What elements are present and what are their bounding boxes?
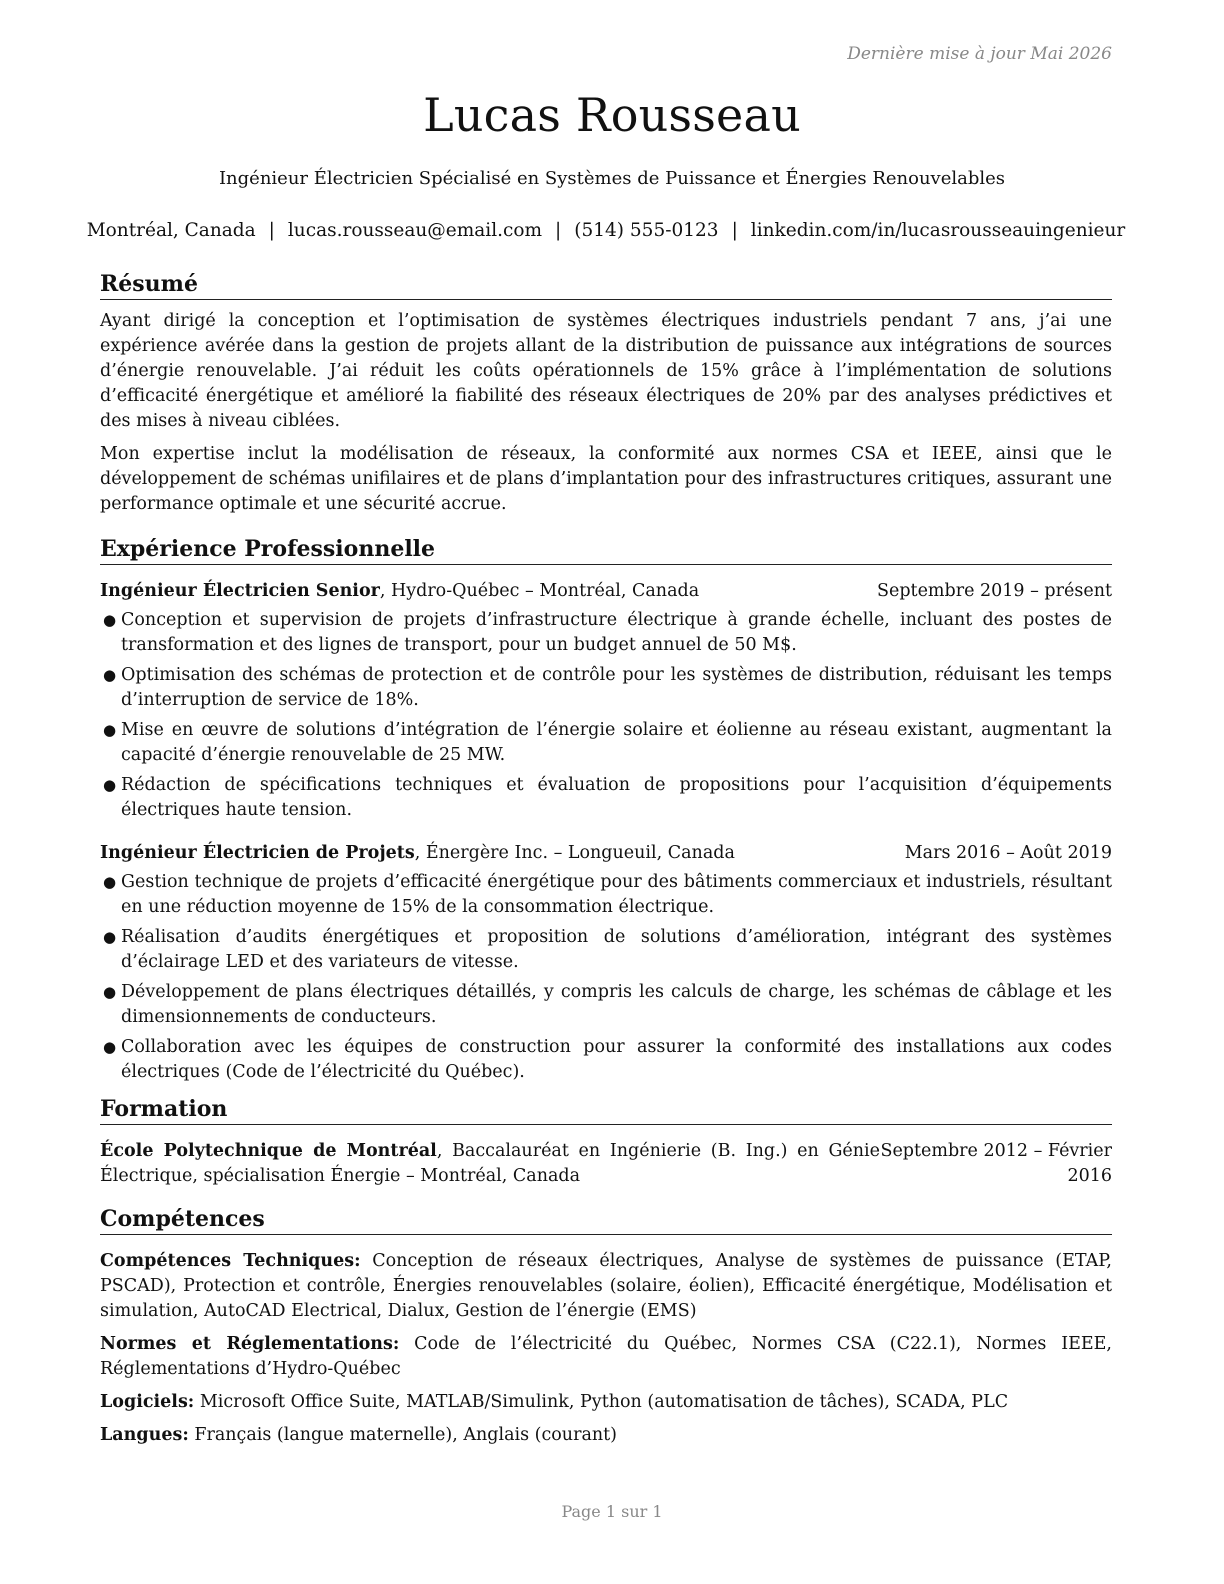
contact-email[interactable]: lucas.rousseau@email.com [287,220,543,241]
job-company: , Énergère Inc. – Longueuil, Canada [414,843,735,863]
contact-location: Montréal, Canada [86,220,256,241]
job-header [100,841,1112,866]
education-dates: Septembre 2012 – Février 2016 [880,1141,1112,1186]
bullet-text: Développement de plans électriques détaillés, y compris les calculs de charge, les schémas de câblage et les dimensionnements de conducteurs. [121,982,1112,1027]
contact-phone[interactable]: (514) 555-0123 [574,220,719,241]
bullet-item [100,925,1112,975]
experience-section [100,535,1112,1085]
bullet-icon: ● [103,776,117,794]
bullet-icon: ● [103,983,117,1001]
contact-linkedin[interactable]: linkedin.com/in/lucasrousseauingenieur [750,220,1126,241]
job-bullets [100,608,1112,823]
contact-line [0,220,1212,241]
bullet-text: Conception et supervision de projets d’infrastructure électrique à grande échelle, incluant des postes de transformation et des lignes de transport, pour un budget annuel de 50 M$. [121,610,1112,655]
education-entry [100,1139,1112,1189]
bullet-icon: ● [103,928,117,946]
skill-group [100,1423,1112,1448]
contact-separator: | [731,220,738,241]
skill-text: Microsoft Office Suite, MATLAB/Simulink, Python (automatisation de tâches), SCADA, PLC [194,1392,1009,1412]
page-number: Page 1 sur 1 [561,1502,663,1521]
job-header [100,579,1112,604]
education-details: , Baccalauréat en Ingénierie (B. Ing.) en Génie Électrique, spécialisation Énergie – Montréal, Canada [100,1141,881,1186]
skill-group [100,1390,1112,1415]
section-title-summary: Résumé [100,270,1112,300]
education-section [100,1095,1112,1189]
education-school: École Polytechnique de Montréal [100,1141,437,1161]
skill-text: Code de l’électricité du Québec, Normes CSA (C22.1), Normes IEEE, Réglementations d’Hydro-Québec [100,1334,1112,1379]
job-role: Ingénieur Électricien Senior [100,581,380,601]
summary-paragraph: Ayant dirigé la conception et l’optimisation de systèmes électriques industriels pendant 7 ans, j’ai une expérience avérée dans la gestion de projets allant de la distribution de puissance aux intégrations de sources d’énergie renouvelable. J’ai réduit les coûts opérationnels de 15% grâce à l’implémentation de solutions d’efficacité énergétique et amélioré la fiabilité des réseaux électriques de 20% par des analyses prédictives et des mises à niveau ciblées. [100,311,1112,431]
section-title-education: Formation [100,1095,1112,1125]
skill-group [100,1332,1112,1382]
bullet-item [100,773,1112,823]
section-title-experience: Expérience Professionnelle [100,535,1112,565]
bullet-icon: ● [103,873,117,891]
contact-separator: | [555,220,562,241]
candidate-name: Lucas Rousseau [423,88,801,142]
job-entry [100,579,1112,823]
bullet-icon: ● [103,1038,117,1056]
skill-label: Compétences Techniques: [100,1251,361,1271]
skill-text: Conception de réseaux électriques, Analyse de systèmes de puissance (ETAP, PSCAD), Protection et contrôle, Énergies renouvelables (solaire, éolien), Efficacité énergétique, Modélisation et simulation, AutoCAD Electrical, Dialux, Gestion de l’énergie (EMS) [100,1251,1112,1321]
job-dates: Mars 2016 – Août 2019 [904,843,1112,863]
bullet-text: Rédaction de spécifications techniques et évaluation de propositions pour l’acquisition d’équipements électriques haute tension. [121,775,1112,820]
bullet-item [100,980,1112,1030]
bullet-item [100,663,1112,713]
resume-content [100,270,1112,1456]
skill-label: Langues: [100,1425,189,1445]
skill-text: Français (langue maternelle), Anglais (courant) [188,1425,618,1445]
skill-label: Normes et Réglementations: [100,1334,400,1354]
last-updated: Dernière mise à jour Mai 2026 [847,44,1112,64]
job-role: Ingénieur Électricien de Projets [100,843,415,863]
job-entry [100,841,1112,1085]
skills-section [100,1205,1112,1448]
bullet-icon: ● [103,666,117,684]
section-title-skills: Compétences [100,1205,1112,1235]
bullet-text: Réalisation d’audits énergétiques et proposition de solutions d’amélioration, intégrant des systèmes d’éclairage LED et des variateurs de vitesse. [121,927,1112,972]
summary-paragraph: Mon expertise inclut la modélisation de réseaux, la conformité aux normes CSA et IEEE, ainsi que le développement de schémas unifilaires et de plans d’implantation pour des infrastructures critiques, assurant une performance optimale et une sécurité accrue. [100,444,1112,514]
job-dates: Septembre 2019 – présent [877,581,1112,601]
summary-section [100,270,1112,517]
bullet-item [100,870,1112,920]
skill-group [100,1249,1112,1324]
bullet-text: Gestion technique de projets d’efficacité énergétique pour des bâtiments commerciaux et industriels, résultant en une réduction moyenne de 15% de la consommation électrique. [121,872,1112,917]
job-bullets [100,870,1112,1085]
bullet-text: Collaboration avec les équipes de construction pour assurer la conformité des installations aux codes électriques (Code de l’électricité du Québec). [121,1037,1112,1082]
bullet-text: Mise en œuvre de solutions d’intégration de l’énergie solaire et éolienne au réseau existant, augmentant la capacité d’énergie renouvelable de 25 MW. [121,720,1112,765]
skill-label: Logiciels: [100,1392,195,1412]
headline: Ingénieur Électricien Spécialisé en Systèmes de Puissance et Énergies Renouvelables [218,168,1006,189]
bullet-icon: ● [103,721,117,739]
bullet-icon: ● [103,611,117,629]
bullet-item [100,608,1112,658]
bullet-item [100,1035,1112,1085]
job-company: , Hydro-Québec – Montréal, Canada [379,581,700,601]
bullet-text: Optimisation des schémas de protection et de contrôle pour les systèmes de distribution, réduisant les temps d’interruption de service de 18%. [121,665,1112,710]
contact-separator: | [268,220,275,241]
bullet-item [100,718,1112,768]
